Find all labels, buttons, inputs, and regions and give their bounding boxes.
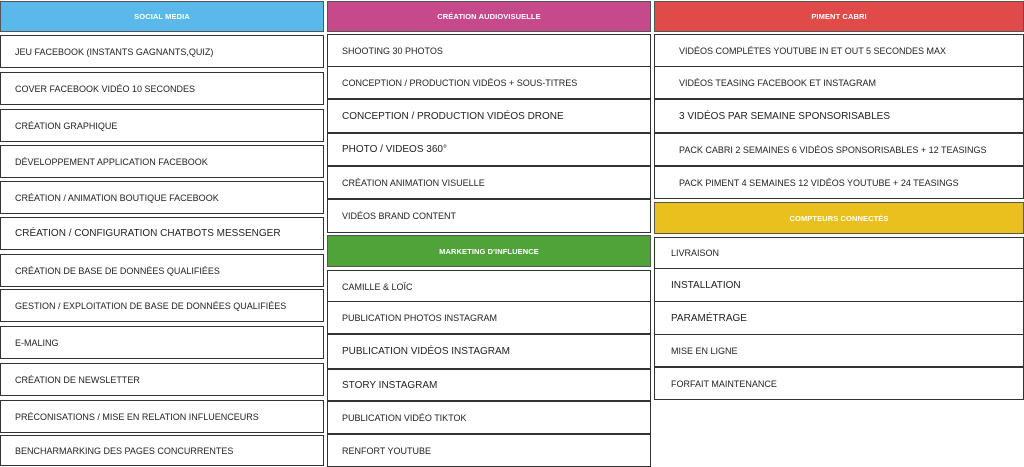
header-creation-audiovisuelle: CRÉATION AUDIOVISUELLE bbox=[327, 1, 651, 32]
header-piment-cabri: PIMENT CABRI bbox=[654, 1, 1024, 32]
list-item: LIVRAISON bbox=[654, 237, 1024, 269]
list-item: CONCEPTION / PRODUCTION VIDÉOS + SOUS-TITRES bbox=[327, 66, 651, 99]
list-item: VIDÉOS COMPLÉTES YOUTUBE IN ET OUT 5 SECONDES MAX bbox=[654, 34, 1024, 67]
header-marketing-influence: MARKETING D'INFLUENCE bbox=[327, 235, 651, 267]
column-social-media bbox=[0, 0, 324, 467]
list-item: RENFORT YOUTUBE bbox=[327, 434, 651, 467]
list-item: 3 VIDÉOS PAR SEMAINE SPONSORISABLES bbox=[654, 99, 1024, 133]
list-item: VIDÉOS BRAND CONTENT bbox=[327, 199, 651, 233]
list-item: SHOOTING 30 PHOTOS bbox=[327, 34, 651, 67]
list-item: INSTALLATION bbox=[654, 268, 1024, 302]
list-item: MISE EN LIGNE bbox=[654, 334, 1024, 367]
header-compteurs-connectes: COMPTEURS CONNECTÉS bbox=[654, 202, 1024, 234]
list-item: CRÉATION DE NEWSLETTER bbox=[0, 363, 324, 396]
list-item: DÉVELOPPEMENT APPLICATION FACEBOOK bbox=[0, 145, 324, 178]
column-piment-cabri bbox=[654, 0, 1024, 467]
list-item: JEU FACEBOOK (INSTANTS GAGNANTS,QUIZ) bbox=[0, 35, 324, 68]
list-item: VIDÉOS TEASING FACEBOOK ET INSTAGRAM bbox=[654, 66, 1024, 99]
list-item: CRÉATION / ANIMATION BOUTIQUE FACEBOOK bbox=[0, 181, 324, 214]
list-item: GESTION / EXPLOITATION DE BASE DE DONNÉES QUALIFIÉES bbox=[0, 289, 324, 322]
list-item: STORY INSTAGRAM bbox=[327, 369, 651, 401]
list-item: PHOTO / VIDEOS 360° bbox=[327, 133, 651, 166]
list-item: PUBLICATION VIDÉOS INSTAGRAM bbox=[327, 334, 651, 369]
list-item: CRÉATION / CONFIGURATION CHATBOTS MESSENGER bbox=[0, 217, 324, 250]
list-item: PUBLICATION PHOTOS INSTAGRAM bbox=[327, 301, 651, 334]
list-item: BENCHARMARKING DES PAGES CONCURRENTES bbox=[0, 435, 324, 466]
list-item: PACK CABRI 2 SEMAINES 6 VIDÉOS SPONSORISABLES + 12 TEASINGS bbox=[654, 133, 1024, 166]
list-item: PUBLICATION VIDÉO TIKTOK bbox=[327, 401, 651, 434]
list-item: CRÉATION ANIMATION VISUELLE bbox=[327, 166, 651, 199]
list-item: CAMILLE & LOÏC bbox=[327, 270, 651, 303]
list-item: CONCEPTION / PRODUCTION VIDÉOS DRONE bbox=[327, 99, 651, 133]
column-creation-audiovisuelle bbox=[327, 0, 651, 467]
list-item: PRÉCONISATIONS / MISE EN RELATION INFLUENCEURS bbox=[0, 400, 324, 433]
list-item: PACK PIMENT 4 SEMAINES 12 VIDÉOS YOUTUBE + 24 TEASINGS bbox=[654, 166, 1024, 199]
list-item: COVER FACEBOOK VIDÉO 10 SECONDES bbox=[0, 72, 324, 105]
list-item: CRÉATION GRAPHIQUE bbox=[0, 109, 324, 142]
list-item: FORFAIT MAINTENANCE bbox=[654, 367, 1024, 400]
list-item: E-MALING bbox=[0, 326, 324, 359]
header-social-media: SOCIAL MEDIA bbox=[0, 1, 324, 32]
list-item: CRÉATION DE BASE DE DONNÉES QUALIFIÉES bbox=[0, 254, 324, 287]
list-item: PARAMÉTRAGE bbox=[654, 301, 1024, 335]
